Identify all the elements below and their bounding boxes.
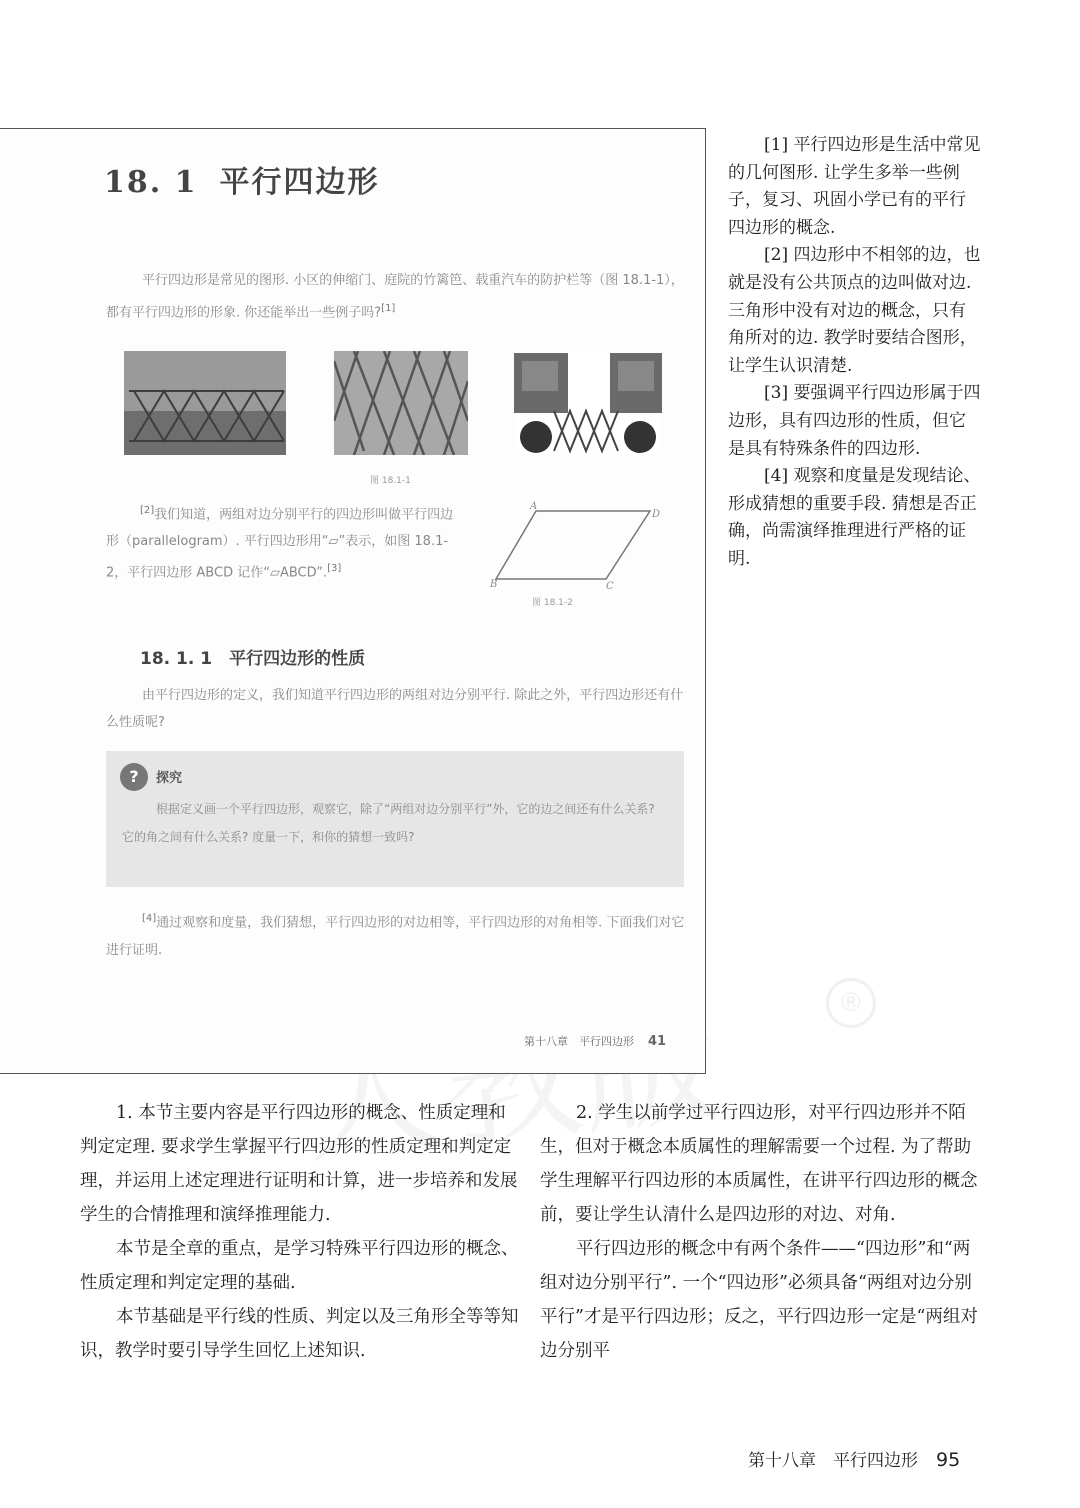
- conjecture-text: 通过观察和度量，我们猜想，平行四边形的对边相等，平行四边形的对角相等. 下面我们对它进行证明.: [106, 915, 685, 959]
- figure-18-1-1-caption: 图 18.1-1: [370, 476, 411, 486]
- margin-note: [4] 观察和度量是发现结论、形成猜想的重要手段. 猜想是否正确，尚需演绎推理进行严格的证明.: [728, 466, 981, 569]
- inset-page-number: 41: [648, 1034, 667, 1049]
- margin-notes: [728, 132, 982, 574]
- body-paragraph: 2. 学生以前学过平行四边形，对平行四边形并不陌生，但对于概念本质属性的理解需要一个过程. 为了帮助学生理解平行四边形的本质属性，在讲平行四边形的概念前，要让学生认清什么是四边形的对边、对角.: [540, 1103, 978, 1225]
- body-paragraph: 平行四边形的概念中有两个条件——“四边形”和“两组对边分别平行”. 一个“四边形”必须具备“两组对边分别平行”才是平行四边形；反之，平行四边形一定是“两组对边分别平: [540, 1239, 978, 1361]
- definition-paragraph: [106, 497, 456, 587]
- body-paragraph: 本节基础是平行线的性质、判定以及三角形全等等知识，教学时要引导学生回忆上述知识.: [80, 1307, 519, 1361]
- photo-truck-guard: [514, 351, 662, 455]
- intro-text: 平行四边形是常见的图形. 小区的伸缩门、庭院的竹篱笆、载重汽车的防护栏等（图 18.1-1），都有平行四边形的形象. 你还能举出一些例子吗?: [106, 273, 684, 321]
- section-number: 18. 1: [104, 165, 198, 200]
- registered-mark: ®: [826, 978, 876, 1028]
- vertex-a: A: [530, 501, 538, 512]
- margin-note: [2] 四边形中不相邻的边，也就是没有公共顶点的边叫做对边. 三角形中没有对边的概念，只有角所对的边. 教学时要结合图形，让学生认识清楚.: [728, 245, 981, 376]
- ref-marker-4: [4]: [142, 913, 157, 924]
- body-paragraph: 本节是全章的重点，是学习特殊平行四边形的概念、性质定理和判定定理的基础.: [80, 1239, 519, 1293]
- vertex-d: D: [652, 509, 661, 520]
- ref-marker-1: [1]: [381, 303, 396, 314]
- textbook-page-inset: [0, 128, 706, 1074]
- explore-text: 根据定义画一个平行四边形，观察它，除了“两组对边分别平行”外，它的边之间还有什么关系? 它的角之间有什么关系? 度量一下，和你的猜想一致吗?: [122, 802, 655, 844]
- margin-note: [3] 要强调平行四边形属于四边形，具有四边形的性质，但它是具有特殊条件的四边形.: [728, 383, 981, 459]
- margin-note: [1] 平行四边形是生活中常见的几何图形. 让学生多举一些例子，复习、巩固小学已有的平行四边形的概念.: [728, 135, 981, 238]
- page-footer: [748, 1446, 960, 1471]
- property-paragraph: 由平行四边形的定义，我们知道平行四边形的两组对边分别平行. 除此之外，平行四边形还有什么性质呢?: [106, 688, 684, 730]
- inset-footer-chapter: 第十八章 平行四边形: [524, 1035, 634, 1048]
- section-title: [104, 157, 380, 201]
- intro-paragraph: [106, 267, 686, 327]
- inset-footer: [524, 1033, 666, 1049]
- body-paragraph: 1. 本节主要内容是平行四边形的概念、性质定理和判定定理. 要求学生掌握平行四边形的性质定理和判定定理，并运用上述定理进行证明和计算，进一步培养和发展学生的合情推理和演绎推理能力.: [80, 1103, 518, 1225]
- ref-marker-2: [2]: [140, 505, 155, 516]
- subsection-heading: 18. 1. 1 平行四边形的性质: [140, 649, 366, 669]
- photo-bamboo-fence: [334, 351, 468, 455]
- teaching-notes-right-column: [540, 1096, 980, 1368]
- explore-icon: ?: [120, 763, 148, 791]
- footer-chapter: 第十八章 平行四边形: [748, 1451, 918, 1471]
- explore-title: 探究: [156, 771, 183, 786]
- figure-18-1-2-caption: 图 18.1-2: [532, 598, 573, 607]
- parallelogram-figure: [490, 497, 670, 607]
- section-name: 平行四边形: [219, 165, 380, 200]
- photo-retractable-gate: [124, 351, 286, 455]
- page-number: 95: [936, 1449, 961, 1471]
- vertex-b: B: [490, 579, 498, 590]
- vertex-c: C: [606, 581, 614, 592]
- explore-box: [106, 751, 684, 887]
- definition-text: 我们知道，两组对边分别平行的四边形叫做平行四边形（parallelogram）. 平行四边形用“▱”表示，如图 18.1-2，平行四边形 ABCD 记作“▱ABCD”.: [106, 507, 454, 581]
- teaching-notes-left-column: [80, 1096, 520, 1368]
- ref-marker-3: [3]: [327, 563, 342, 575]
- conjecture-paragraph: [106, 905, 686, 965]
